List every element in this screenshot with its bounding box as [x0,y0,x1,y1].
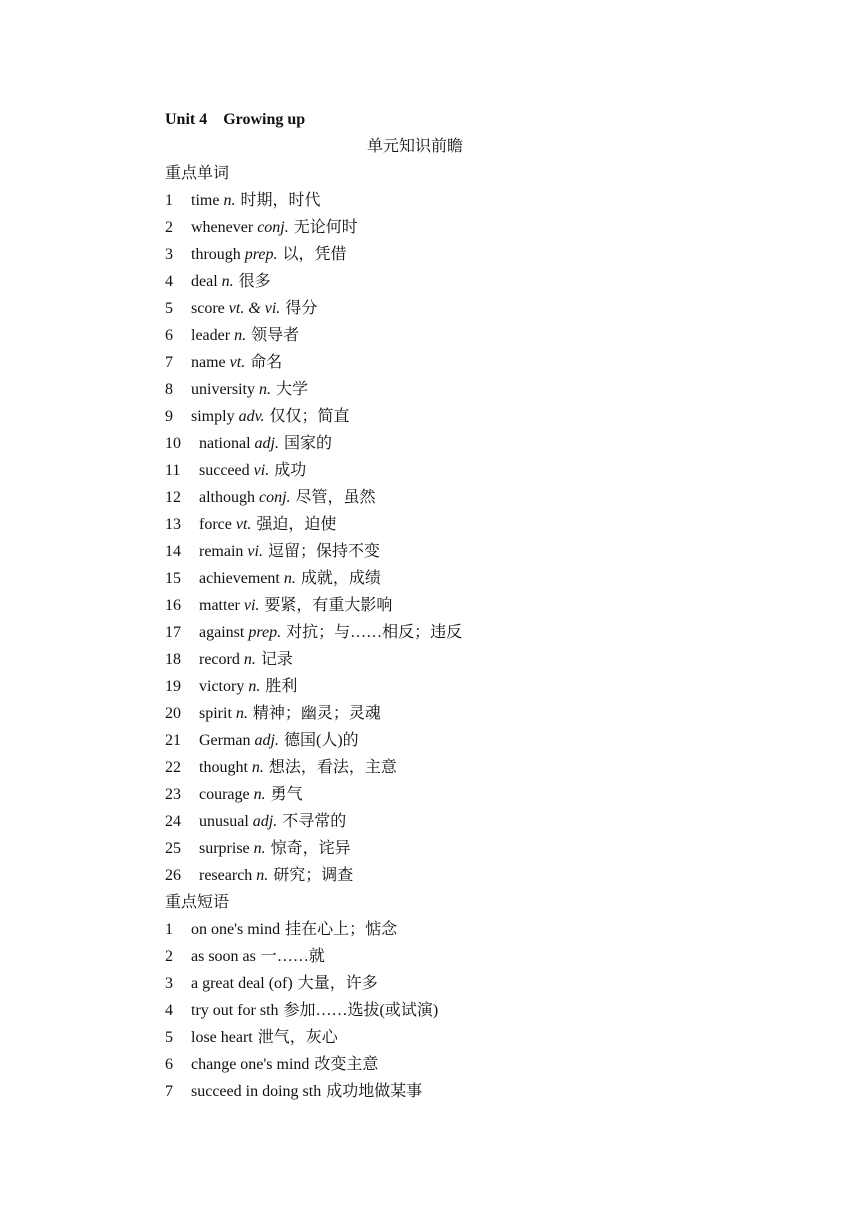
phrase-number: 3 [165,975,173,992]
vocab-number: 4 [165,273,173,290]
vocab-number: 7 [165,354,173,371]
vocab-word: unusual [199,813,249,830]
phrase-item [165,1078,765,1105]
vocab-word: against [199,624,245,641]
vocab-meaning: 成功 [274,462,307,479]
phrase-item [165,970,765,997]
phrase-text: lose heart [191,1029,253,1046]
vocab-meaning: 得分 [285,300,318,317]
vocab-word: achievement [199,570,280,587]
vocab-number: 20 [165,705,181,722]
vocab-part-of-speech: n. [221,273,234,290]
vocab-number: 16 [165,597,181,614]
phrase-item [165,997,765,1024]
vocab-part-of-speech: vi. [247,543,263,560]
vocab-word: German [199,732,251,749]
phrase-meaning: 大量，许多 [297,975,378,992]
phrase-number: 7 [165,1083,173,1100]
vocab-part-of-speech: n. [251,759,264,776]
vocab-heading: 重点单词 [165,165,230,182]
vocab-meaning: 想法，看法，主意 [268,759,397,776]
vocab-part-of-speech: adj. [252,813,278,830]
vocab-word: name [191,354,226,371]
section-title: 单元知识前瞻 [366,138,463,155]
vocab-word: leader [191,327,231,344]
vocab-item [165,403,765,430]
vocab-number: 26 [165,867,181,884]
vocab-number: 25 [165,840,181,857]
phrase-text: a great deal (of) [191,975,293,992]
vocab-part-of-speech: n. [283,570,296,587]
vocab-word: time [191,192,220,209]
vocab-item [165,565,765,592]
vocab-part-of-speech: n. [243,651,256,668]
vocab-meaning: 强迫，迫使 [256,516,337,533]
phrases-heading: 重点短语 [165,894,230,911]
vocab-item [165,268,765,295]
vocab-item [165,322,765,349]
vocab-item [165,592,765,619]
vocab-number: 18 [165,651,181,668]
vocab-part-of-speech: vt. & vi. [228,300,281,317]
phrase-meaning: 改变主意 [314,1056,379,1073]
vocab-word: thought [199,759,248,776]
vocab-number: 17 [165,624,181,641]
vocab-item [165,835,765,862]
vocab-word: national [199,435,251,452]
vocab-item [165,214,765,241]
vocab-part-of-speech: prep. [248,624,282,641]
vocab-item [165,727,765,754]
vocab-meaning: 要紧，有重大影响 [264,597,393,614]
vocab-number: 21 [165,732,181,749]
vocab-part-of-speech: conj. [259,489,291,506]
vocab-number: 15 [165,570,181,587]
vocab-item [165,187,765,214]
vocab-word: although [199,489,255,506]
vocab-number: 19 [165,678,181,695]
vocab-part-of-speech: n. [223,192,236,209]
vocab-meaning: 领导者 [251,327,300,344]
vocab-item [165,808,765,835]
vocab-part-of-speech: vi. [243,597,260,614]
vocab-item [165,754,765,781]
vocab-item [165,457,765,484]
vocab-number: 5 [165,300,173,317]
vocab-item [165,862,765,889]
vocab-meaning: 仅仅；简直 [269,408,350,425]
vocab-meaning: 尽管，虽然 [295,489,376,506]
vocab-number: 22 [165,759,181,776]
vocab-item [165,349,765,376]
phrase-item [165,1051,765,1078]
vocab-number: 8 [165,381,173,398]
vocab-meaning: 大学 [276,381,309,398]
vocab-item [165,484,765,511]
vocab-part-of-speech: vt. [235,516,252,533]
phrase-text: on one's mind [191,921,281,938]
vocab-number: 24 [165,813,181,830]
vocab-word: succeed [199,462,250,479]
vocab-meaning: 对抗；与……相反；违反 [286,624,463,641]
vocab-item [165,511,765,538]
vocab-word: score [191,300,225,317]
vocab-word: university [191,381,255,398]
phrase-meaning: 一……就 [260,948,325,965]
vocab-meaning: 很多 [238,273,271,290]
vocab-word: whenever [191,219,254,236]
vocab-item [165,619,765,646]
vocab-number: 6 [165,327,173,344]
vocab-meaning: 精神；幽灵；灵魂 [252,705,381,722]
vocab-word: force [199,516,232,533]
vocab-word: victory [199,678,245,695]
vocab-word: research [199,867,253,884]
phrase-text: as soon as [191,948,256,965]
vocab-part-of-speech: vi. [253,462,270,479]
vocab-number: 14 [165,543,181,560]
phrase-meaning: 挂在心上；惦念 [285,921,398,938]
vocab-number: 1 [165,192,173,209]
vocab-word: record [199,651,240,668]
vocab-meaning: 记录 [260,651,293,668]
vocab-word: spirit [199,705,232,722]
vocab-meaning: 时期，时代 [240,192,321,209]
vocab-meaning: 逗留；保持不变 [267,543,380,560]
vocab-part-of-speech: adj. [254,732,279,749]
vocab-part-of-speech: prep. [244,246,278,263]
vocab-part-of-speech: n. [248,678,261,695]
vocab-word: matter [199,597,240,614]
vocab-number: 12 [165,489,181,506]
vocab-number: 23 [165,786,181,803]
vocab-part-of-speech: adv. [238,408,265,425]
vocab-part-of-speech: n. [235,705,248,722]
vocab-part-of-speech: n. [253,786,266,803]
vocab-number: 13 [165,516,181,533]
unit-title: Unit 4 Growing up [165,111,306,128]
phrase-number: 4 [165,1002,173,1019]
vocab-number: 10 [165,435,181,452]
vocab-list [165,187,765,889]
vocab-meaning: 德国(人)的 [283,732,359,749]
vocab-item [165,295,765,322]
vocab-part-of-speech: n. [256,867,269,884]
phrase-list [165,916,765,1105]
vocab-number: 3 [165,246,173,263]
vocab-number: 11 [165,462,181,479]
phrase-number: 2 [165,948,173,965]
vocab-item [165,376,765,403]
phrase-number: 1 [165,921,173,938]
phrase-item [165,943,765,970]
vocab-part-of-speech: n. [253,840,266,857]
vocab-part-of-speech: n. [234,327,247,344]
phrase-text: try out for sth [191,1002,279,1019]
vocab-meaning: 惊奇，诧异 [270,840,351,857]
vocab-word: surprise [199,840,250,857]
vocab-item [165,538,765,565]
vocab-meaning: 胜利 [265,678,298,695]
vocab-item [165,646,765,673]
vocab-word: through [191,246,241,263]
vocab-number: 9 [165,408,173,425]
vocab-meaning: 命名 [250,354,283,371]
vocab-meaning: 成就，成绩 [300,570,381,587]
vocab-part-of-speech: conj. [257,219,289,236]
vocab-item [165,700,765,727]
vocab-part-of-speech: vt. [229,354,246,371]
vocab-word: remain [199,543,244,560]
vocab-meaning: 国家的 [284,435,333,452]
phrase-meaning: 参加……选拔(或试演) [283,1002,439,1019]
vocab-part-of-speech: adj. [254,435,279,452]
vocab-number: 2 [165,219,173,236]
vocab-meaning: 无论何时 [293,219,358,236]
vocab-meaning: 研究；调查 [273,867,354,884]
phrase-meaning: 成功地做某事 [326,1083,423,1100]
phrase-number: 5 [165,1029,173,1046]
phrase-item [165,916,765,943]
phrase-meaning: 泄气，灰心 [257,1029,338,1046]
vocab-item [165,430,765,457]
phrase-number: 6 [165,1056,173,1073]
phrase-text: succeed in doing sth [191,1083,322,1100]
vocab-word: deal [191,273,218,290]
vocab-part-of-speech: n. [259,381,271,398]
vocab-meaning: 勇气 [270,786,303,803]
vocab-meaning: 以，凭借 [282,246,347,263]
phrase-item [165,1024,765,1051]
vocab-item [165,781,765,808]
phrase-text: change one's mind [191,1056,310,1073]
vocab-item [165,673,765,700]
vocab-item [165,241,765,268]
vocab-word: courage [199,786,250,803]
document-page [165,106,765,1105]
vocab-word: simply [191,408,235,425]
vocab-meaning: 不寻常的 [282,813,347,830]
